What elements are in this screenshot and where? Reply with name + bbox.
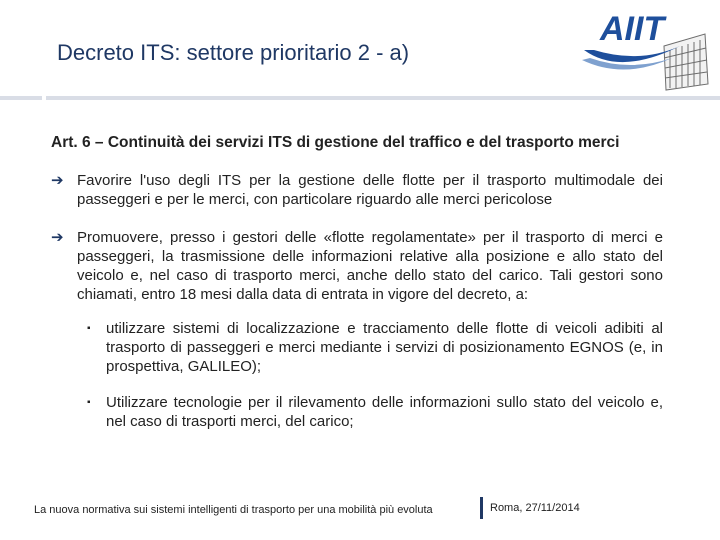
bullet-item	[51, 228, 663, 304]
bullet-item	[51, 171, 663, 209]
aiit-logo	[580, 6, 710, 92]
building-icon	[664, 34, 708, 90]
header-rule	[0, 96, 720, 100]
sub-bullet-list	[51, 319, 663, 431]
footer-date: Roma, 27/11/2014	[490, 502, 580, 514]
sub-bullet-item	[51, 393, 663, 431]
arrow-right-icon: ➔	[51, 172, 64, 189]
header-rule-notch	[42, 96, 46, 100]
sub-bullet-text: utilizzare sistemi di localizzazione e tracciamento delle flotte di veicoli adibiti al trasporto di passeggeri e merci mediante i servizi di posizionamento EGNOS (e, in prospettiva, GALILEO);	[106, 320, 663, 375]
arrow-right-icon: ➔	[51, 229, 64, 246]
bullet-text: Favorire l'uso degli ITS per la gestione delle flotte per il trasporto multimodale dei passeggeri e per le merci, con particolare riguardo alle merci pericolose	[77, 172, 663, 208]
svg-text:AIIT: AIIT	[600, 10, 665, 48]
bullet-text: Promuovere, presso i gestori delle «flotte regolamentate» per il trasporto di merci e passeggeri, la trasmissione delle informazioni relative alla posizione e allo stato del veicolo e, nel caso di trasporto merci, anche dello stato del carico. Tali gestori sono chiamati, entro 18 mesi dalla data di entrata in vigore del decreto, a:	[77, 229, 663, 303]
sub-bullet-text: Utilizzare tecnologie per il rilevamento delle informazioni sullo stato del veicolo e, nel caso di trasporti merci, del carico;	[106, 394, 663, 430]
sub-bullet-item	[51, 319, 663, 376]
square-bullet-icon: ▪	[87, 323, 91, 334]
footer-caption: La nuova normativa sui sistemi intelligenti di trasporto per una mobilità più evoluta	[34, 504, 433, 516]
square-bullet-icon: ▪	[87, 397, 91, 408]
article-heading: Art. 6 – Continuità dei servizi ITS di gestione del traffico e del trasporto merci	[51, 134, 620, 151]
slide-title: Decreto ITS: settore prioritario 2 - a)	[57, 40, 410, 65]
footer-divider	[480, 497, 483, 519]
slide-content	[51, 133, 663, 448]
